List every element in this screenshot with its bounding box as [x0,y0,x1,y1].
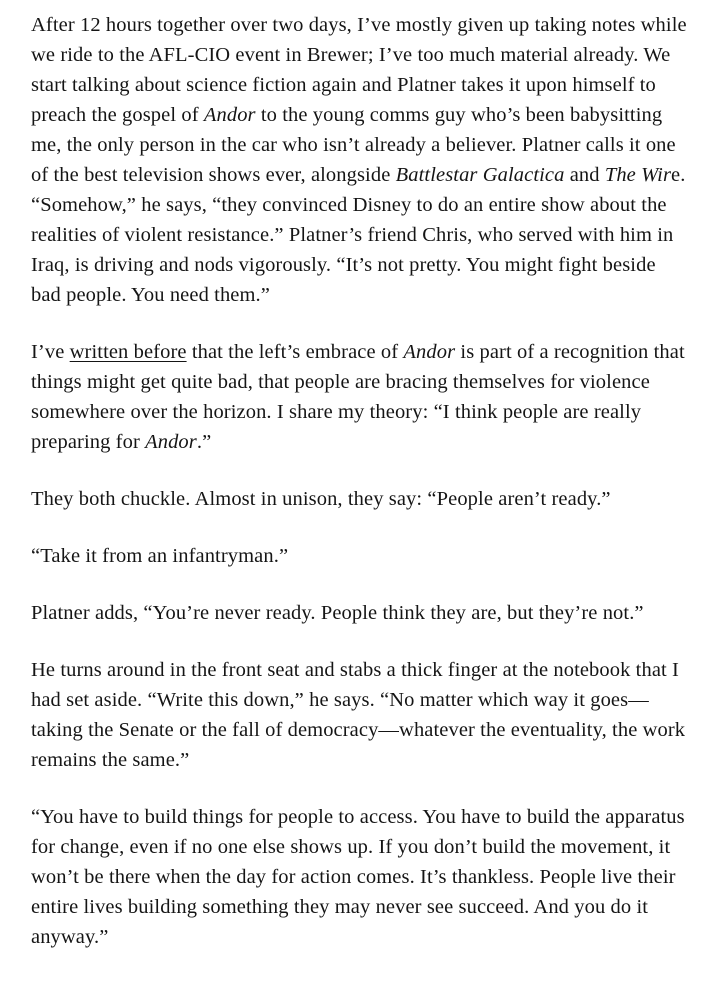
italic-text: The Wir [604,164,672,186]
paragraph [31,598,690,628]
text-run: They both chuckle. Almost in unison, they say: “People aren’t ready.” [31,488,611,510]
text-run: e. “Somehow,” he says, “they convinced Disney to do an entire show about the realities of violent resistance.” Platner’s friend Chris, who served with him in Iraq, is driving and nods vigorously. “It’s not pretty. You might fight beside bad people. You need them.” [31,164,686,306]
text-run: is part of a recognition that things might get quite bad, that people are bracing themselves for violence somewhere over the horizon. I share my theory: “I think people are really preparing for [31,341,685,453]
italic-text: Andor [145,431,197,453]
paragraph [31,484,690,514]
text-run: He turns around in the front seat and stabs a thick finger at the notebook that I had set aside. “Write this down,” he says. “No matter which way it goes—taking the Senate or the fall of democracy—whatever the eventuality, the work remains the same.” [31,659,686,771]
paragraph [31,10,690,310]
inline-link[interactable]: written before [69,341,187,363]
text-run: Platner adds, “You’re never ready. People think they are, but they’re not.” [31,602,644,624]
italic-text: Battlestar Galactica [395,164,565,186]
text-run: “You have to build things for people to access. You have to build the apparatus for change, even if no one else shows up. If you don’t build the movement, it won’t be there when the day for action comes. It’s thankless. People live their entire lives building something they may never see succeed. And you do it anyway.” [31,806,685,948]
text-run: “Take it from an infantryman.” [31,545,289,567]
text-run: to the young comms guy who’s been babysitting me, the only person in the car who isn’t already a believer. Platner calls it one of the best television shows ever, alongside [31,104,676,186]
text-run: I’ve [31,341,70,363]
paragraph [31,802,690,952]
text-run: After 12 hours together over two days, I’ve mostly given up taking notes while we ride to the AFL-CIO event in Brewer; I’ve too much material already. We start talking about science fiction again and Platner takes it upon himself to preach the gospel of [31,14,687,126]
paragraph [31,655,690,775]
paragraph [31,337,690,457]
italic-text: Andor [403,341,456,363]
text-run: .” [196,431,212,453]
paragraph [31,541,690,571]
text-run: that the left’s embrace of [186,341,404,363]
italic-text: Andor [203,104,256,126]
text-run: and [564,164,605,186]
